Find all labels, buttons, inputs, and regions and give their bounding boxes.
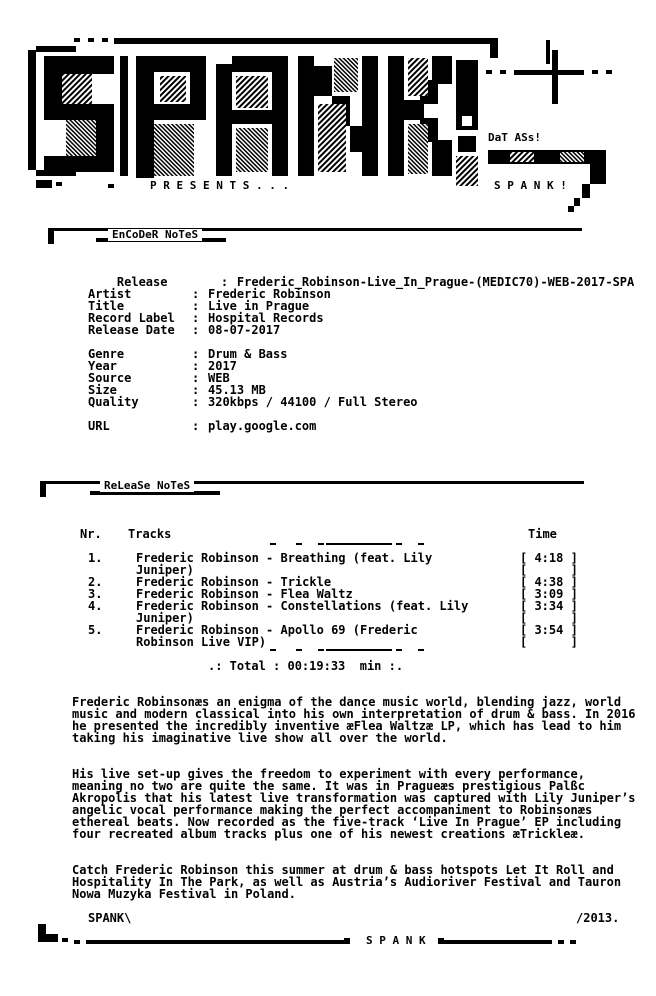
track-time: [ 3:09 ] [520, 587, 578, 601]
total-time: .: Total : 00:19:33 min :. [208, 659, 404, 673]
info-key: Size [88, 383, 117, 397]
info-value: 320kbps / 44100 / Full Stereo [208, 395, 418, 409]
footer-label: S P A N K [366, 934, 426, 947]
banner-tagline: DaT ASs! [488, 131, 541, 144]
info-key: Source [88, 371, 132, 385]
info-key: Record Label [88, 311, 175, 325]
notes-paragraph: Frederic Robinsonæs an enigma of the dance music world, blending jazz, world music and modern classical into his own interpretation of drum & bass. In 2016 he presented the incredibly inventive æFlea Waltzæ LP, which has lead to him taking his imaginative live show all over the world. [72, 695, 636, 745]
track-time: [ 4:18 ] [520, 551, 578, 565]
info-value: WEB [208, 371, 230, 385]
info-value: 45.13 MB [208, 383, 266, 397]
dashed-rule [270, 646, 430, 654]
column-header-tracks: Tracks [128, 527, 172, 541]
track-time-cont: [ ] [520, 563, 578, 577]
info-separator: : [192, 359, 200, 373]
info-separator: : [220, 275, 229, 289]
info-separator: : [192, 395, 200, 409]
track-number: 4. [88, 599, 103, 613]
info-key: Quality [88, 395, 139, 409]
info-row [88, 396, 418, 408]
url-row [88, 420, 316, 432]
section-title: ReLeaSe NoTeS [100, 480, 194, 492]
notes-paragraph: Catch Frederic Robinson this summer at drum & bass hotspots Let It Roll and Hospitality In The Park, as well as Austria’s Audioriver Festival and Tauron Nowa Muzyka Festival in Poland. [72, 863, 622, 901]
info-separator: : [192, 419, 200, 433]
info-value: 08-07-2017 [208, 323, 281, 337]
track-number: 5. [88, 623, 103, 637]
info-key: Artist [88, 287, 132, 301]
info-value: Frederic Robinson [208, 287, 331, 301]
track-number: 3. [88, 587, 103, 601]
info-value: Hospital Records [208, 311, 324, 325]
track-time: [ 4:38 ] [520, 575, 578, 589]
banner-signature: S P A N K ! [494, 179, 567, 192]
signoff-right: /2013. [576, 911, 620, 925]
info-separator: : [192, 347, 200, 361]
info-value: Drum & Bass [208, 347, 288, 361]
info-row [88, 348, 287, 360]
section-title: EnCoDeR NoTeS [108, 229, 202, 241]
info-separator: : [192, 371, 200, 385]
url-value[interactable]: play.google.com [208, 419, 317, 433]
info-key: Release Date [88, 323, 175, 337]
info-separator: : [192, 287, 200, 301]
track-number: 2. [88, 575, 103, 589]
info-key: Genre [88, 347, 125, 361]
info-key: Year [88, 359, 117, 373]
info-value: Live in Prague [208, 299, 310, 313]
track-title: Frederic Robinson - Trickle [136, 575, 332, 589]
track-title: Frederic Robinson - Breathing (feat. Lily [136, 551, 433, 565]
info-key: URL [88, 419, 110, 433]
info-separator: : [192, 311, 200, 325]
track-title: Frederic Robinson - Constellations (feat. Lily [136, 599, 469, 613]
footer-rule [38, 924, 598, 950]
column-header-time: Time [528, 527, 557, 541]
info-separator: : [192, 383, 200, 397]
banner-presents: P R E S E N T S . . . [150, 179, 290, 192]
track-time-cont: [ ] [520, 635, 578, 649]
track-title-cont: Juniper) [136, 563, 194, 577]
info-separator: : [192, 323, 200, 337]
info-row [88, 324, 280, 336]
info-key: Release [116, 275, 168, 289]
track-title: Frederic Robinson - Flea Waltz [136, 587, 353, 601]
info-separator: : [192, 299, 200, 313]
track-title-cont: Robinson Live VIP) [136, 635, 267, 649]
track-time: [ 3:34 ] [520, 599, 578, 613]
divider [48, 228, 54, 244]
divider [40, 481, 46, 497]
track-time-cont: [ ] [520, 611, 578, 625]
track-number: 1. [88, 551, 103, 565]
info-value: 2017 [208, 359, 237, 373]
dashed-rule [270, 540, 430, 548]
column-header-nr: Nr. [80, 527, 102, 541]
track-title-cont: Juniper) [136, 611, 194, 625]
spank-ascii-banner [0, 0, 656, 220]
signoff-left: SPANK\ [88, 911, 132, 925]
info-value: Frederic_Robinson-Live_In_Prague-(MEDIC70)-WEB-2017-SPA [236, 275, 635, 289]
track-time: [ 3:54 ] [520, 623, 578, 637]
notes-paragraph: His live set-up gives the freedom to experiment with every performance, meaning no two are quite the same. It was in Pragueæs prestigious Palßc Akropolis that his latest live transformation was captured with Lily Juniper’s angelic vocal performance making the perfect accompaniment to Robinsonæs ethereal beats. Now recorded as the five-track ‘Live In Prague’ EP including four recreated album tracks plus one of his newest creations æTrickleæ. [72, 767, 636, 841]
track-title: Frederic Robinson - Apollo 69 (Frederic [136, 623, 418, 637]
info-key: Title [88, 299, 125, 313]
